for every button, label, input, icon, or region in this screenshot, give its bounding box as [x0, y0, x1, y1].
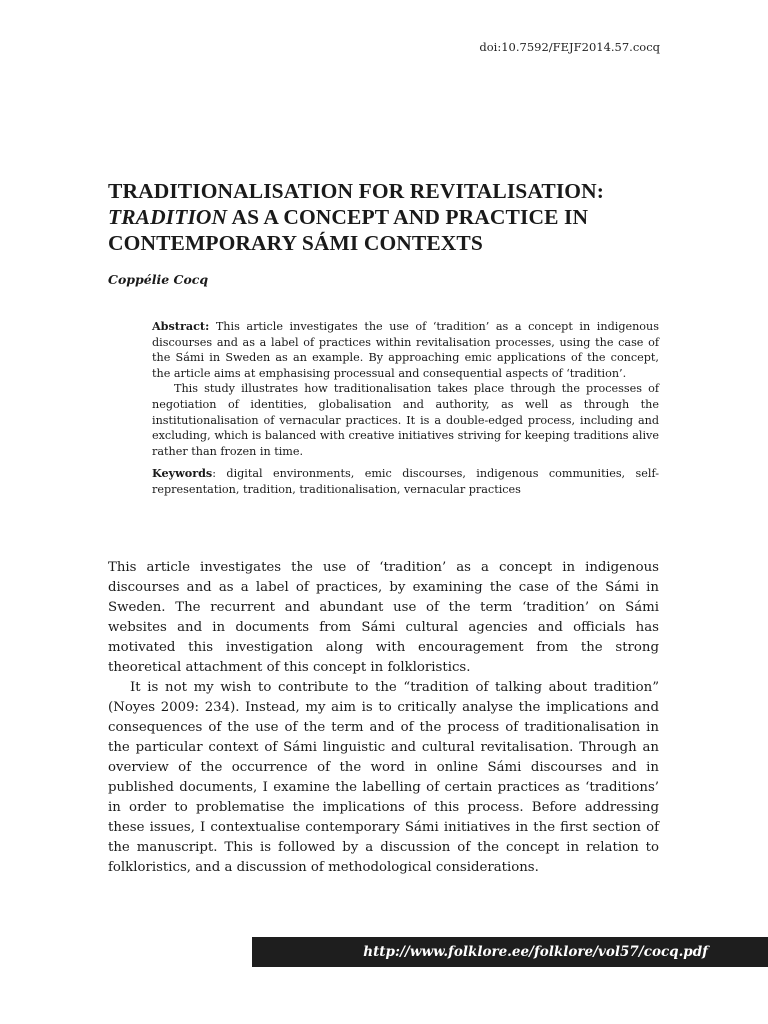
keywords-label: Keywords: [152, 466, 213, 481]
body-paragraph-2: It is not my wish to contribute to the “tradition of talking about tradition” (Noyes 2009: 234). Instead, my aim is to critically analyse the implications and consequences of the use of the term and of the process of traditionalisation in the particular context of Sámi linguistic and cultural revitalisation. Through an overview of the occurrence of the word in online Sámi discourses and in published documents, I examine the labelling of certain practices as ‘traditions’ in order to problematise the implications of this process. Before addressing these issues, I contextualise contemporary Sámi initiatives in the first section of the manuscript. This is followed by a discussion of the concept in relation to folkloristics, and a discussion of methodological considerations.: [108, 680, 659, 875]
title-line-2-rest: AS A CONCEPT AND PRACTICE IN: [227, 205, 589, 229]
body-paragraph-1: This article investigates the use of ‘tradition’ as a concept in indigenous discourses and as a label of practices, by examining the case of the Sámi in Sweden. The recurrent and abundant use of the term ‘tradition’ on Sámi websites and in documents from Sámi cultural agencies and officials has motivated this investigation along with encouragement from the strong theoretical attachment of this concept in folkloristics.: [108, 560, 659, 675]
keywords-paragraph: [152, 466, 659, 497]
doi-label: doi:10.7592/FEJF2014.57.cocq: [479, 40, 660, 54]
title-line-1: TRADITIONALISATION FOR REVITALISATION:: [108, 179, 605, 203]
title-italic-word: TRADITION: [108, 205, 228, 229]
abstract-paragraph-1: [152, 319, 659, 381]
title-line-3: CONTEMPORARY SÁMI CONTEXTS: [108, 231, 483, 255]
article-body: [108, 558, 659, 878]
abstract-label: Abstract:: [152, 319, 210, 333]
author-name: Coppélie Cocq: [108, 272, 209, 287]
abstract-paragraph-2: This study illustrates how traditionalisation takes place through the processes of negotiation of identities, globalisation and authority, as well as through the institutionalisation of vernacular practices. It is a double-edged process, including and excluding, which is balanced with creative initiatives striving for keeping traditions alive rather than frozen in time.: [152, 382, 659, 458]
footer-url-link[interactable]: http://www.folklore.ee/folklore/vol57/cocq.pdf: [363, 944, 708, 960]
footer-bar: [252, 937, 768, 967]
article-title: [108, 178, 668, 256]
abstract-text-1: This article investigates the use of ‘tradition’ as a concept in indigenous discourses and as a label of practices within revitalisation processes, using the case of the Sámi in Sweden as an example. By approaching emic applications of the concept, the article aims at emphasising processual and consequential aspects of ‘tradition’.: [152, 320, 659, 380]
title-line-2: [108, 204, 668, 230]
abstract-section: [152, 319, 659, 498]
keywords-text: : digital environments, emic discourses, indigenous communities, self-representation, tradition, traditionalisation, vernacular practices: [152, 467, 659, 496]
